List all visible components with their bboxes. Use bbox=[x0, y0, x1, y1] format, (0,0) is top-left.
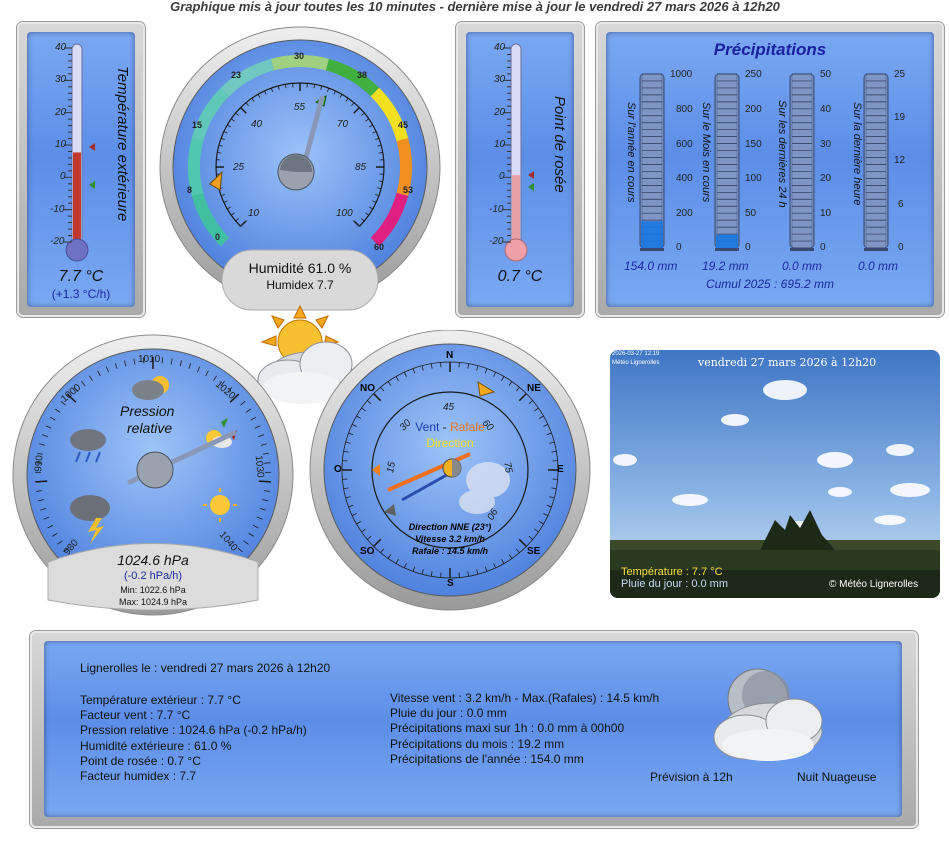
wind-cardinal-no: NO bbox=[360, 383, 375, 394]
press-scale-1010: 1010 bbox=[138, 354, 161, 365]
precip-24h-scale-40: 40 bbox=[820, 104, 832, 115]
precip-24h-value: 0.0 mm bbox=[782, 259, 823, 273]
pressure-trend: (-0.2 hPa/h) bbox=[123, 570, 183, 582]
hum-inner-40: 40 bbox=[251, 119, 263, 130]
press-scale-1020: 1020 bbox=[213, 379, 238, 402]
precip-1h-value: 0.0 mm bbox=[858, 259, 899, 273]
precip-year-scale-800: 800 bbox=[676, 104, 693, 115]
summary-left-item: Humidité extérieure : 61.0 % bbox=[80, 738, 232, 753]
wind-gust-value: Rafale : 14.5 km/h bbox=[411, 546, 489, 556]
pressure-labels bbox=[8, 330, 298, 620]
press-scale-990: 990 bbox=[33, 454, 46, 473]
precip-year-scale-400: 400 bbox=[676, 173, 693, 184]
hum-outer-8: 8 bbox=[187, 185, 193, 195]
dew-scale-40: 40 bbox=[494, 42, 506, 53]
webcam-timestamp-small: 2026-03-27 12:19 bbox=[612, 351, 660, 357]
press-scale-1030: 1030 bbox=[252, 454, 266, 479]
dewpoint-title: Point de rosée bbox=[551, 96, 568, 193]
webcam-temp-overlay: Température : 7.7 °C bbox=[621, 566, 723, 578]
precip-year-scale-200: 200 bbox=[676, 208, 693, 219]
dew-scale-minus10: -10 bbox=[489, 204, 504, 215]
wind-speed-45: 45 bbox=[443, 402, 455, 413]
summary-right-item: Précipitations du mois : 19.2 mm bbox=[390, 736, 565, 751]
wind-legend-sep: - bbox=[439, 420, 450, 434]
temp-scale-10: 10 bbox=[55, 139, 67, 150]
dewpoint-panel bbox=[456, 22, 584, 317]
wind-speed-60: 60 bbox=[479, 417, 496, 434]
precip-1h-scale-19: 19 bbox=[894, 112, 906, 123]
humidity-value: Humidité 61.0 % bbox=[248, 260, 352, 276]
precip-24h-scale-50: 50 bbox=[820, 69, 832, 80]
dew-scale-10: 10 bbox=[494, 139, 506, 150]
wind-legend bbox=[302, 417, 598, 434]
wind-cardinal-so: SO bbox=[360, 546, 375, 557]
dew-scale-20: 20 bbox=[494, 107, 506, 118]
precip-month-label: Sur le Mois en cours bbox=[700, 102, 712, 203]
hum-outer-30: 30 bbox=[294, 51, 305, 61]
summary-left-list bbox=[80, 693, 307, 784]
summary-left-item: Point de rosée : 0.7 °C bbox=[80, 753, 201, 768]
pressure-title-line1: Pression bbox=[120, 403, 175, 419]
press-scale-1040: 1040 bbox=[216, 529, 240, 554]
temp-scale-minus10: -10 bbox=[50, 204, 65, 215]
hum-outer-23: 23 bbox=[231, 70, 242, 80]
temperature-value: 7.7 °C bbox=[58, 268, 104, 285]
forecast-value: Nuit Nuageuse bbox=[797, 770, 877, 784]
summary-left-item: Facteur humidex : 7.7 bbox=[80, 769, 197, 784]
temp-scale-minus20: -20 bbox=[50, 236, 65, 247]
pressure-value: 1024.6 hPa bbox=[117, 552, 189, 568]
dew-scale-0: 0 bbox=[499, 171, 505, 182]
hum-outer-38: 38 bbox=[357, 70, 368, 80]
wind-labels bbox=[302, 330, 598, 626]
summary-right-item: Précipitations maxi sur 1h : 0.0 mm à 00h00 bbox=[390, 721, 625, 736]
press-scale-980: 980 bbox=[61, 537, 81, 558]
hum-outer-53: 53 bbox=[403, 185, 414, 195]
hum-outer-15: 15 bbox=[192, 120, 203, 130]
webcam-caption: vendredi 27 mars 2026 à 12h20 bbox=[698, 356, 877, 369]
cloudy-night-icon bbox=[702, 659, 832, 769]
press-scale-1000: 1000 bbox=[59, 382, 84, 405]
precip-cumul: Cumul 2025 : 695.2 mm bbox=[705, 277, 835, 291]
temp-scale-0: 0 bbox=[60, 171, 66, 182]
hum-inner-70: 70 bbox=[337, 119, 349, 130]
precip-1h-scale-25: 25 bbox=[894, 69, 906, 80]
summary-left-item: Facteur vent : 7.7 °C bbox=[80, 708, 191, 723]
precipitation-title: Précipitations bbox=[713, 40, 827, 59]
temp-scale-30: 30 bbox=[55, 74, 67, 85]
summary-right-item: Précipitations de l'année : 154.0 mm bbox=[390, 751, 584, 766]
temp-scale-20: 20 bbox=[55, 107, 67, 118]
wind-speed-15: 15 bbox=[385, 461, 398, 474]
hum-outer-60: 60 bbox=[374, 242, 385, 252]
wind-speed-value: Vitesse 3.2 km/h bbox=[415, 534, 485, 544]
webcam-image[interactable] bbox=[610, 350, 940, 598]
webcam-credit: © Météo Lignerolles bbox=[829, 579, 919, 590]
summary-right-list bbox=[390, 691, 659, 767]
humidex-value: Humidex 7.7 bbox=[266, 278, 334, 292]
wind-speed-90: 90 bbox=[484, 505, 500, 522]
forecast-label: Prévision à 12h bbox=[650, 770, 733, 784]
precip-24h-scale-30: 30 bbox=[820, 139, 832, 150]
humidity-labels bbox=[150, 22, 450, 322]
wind-cardinal-s: S bbox=[447, 578, 454, 589]
page-header: Graphique mis à jour toutes les 10 minutes - dernière mise à jour le vendredi 27 mars 2026 à 12h20 bbox=[170, 0, 780, 14]
wind-direction: Direction NNE (23°) bbox=[408, 522, 492, 532]
precip-month-scale-50: 50 bbox=[745, 208, 757, 219]
hum-inner-85: 85 bbox=[355, 162, 367, 173]
wind-cardinal-se: SE bbox=[527, 546, 541, 557]
precip-1h-scale-12: 12 bbox=[894, 155, 906, 166]
precip-month-scale-150: 150 bbox=[745, 139, 762, 150]
pressure-min: Min: 1022.6 hPa bbox=[120, 585, 186, 595]
precip-1h-scale-0: 0 bbox=[898, 242, 904, 253]
summary-left-item: Température extérieur : 7.7 °C bbox=[80, 693, 241, 707]
temperature-title: Température extérieure bbox=[114, 66, 131, 222]
wind-legend-direction: Direction bbox=[426, 436, 474, 450]
precip-24h-label: Sur les dernières 24 h bbox=[776, 100, 788, 208]
precip-month-scale-200: 200 bbox=[745, 104, 762, 115]
pressure-title-line2: relative bbox=[127, 420, 173, 436]
hum-outer-45: 45 bbox=[398, 120, 409, 130]
precip-1h-scale-6: 6 bbox=[898, 199, 904, 210]
dew-scale-30: 30 bbox=[494, 74, 506, 85]
wind-cardinal-e: E bbox=[557, 464, 564, 475]
pressure-max: Max: 1024.9 hPa bbox=[118, 597, 188, 607]
webcam-site-small: Météo Lignerolles bbox=[612, 360, 660, 366]
hum-outer-0: 0 bbox=[215, 232, 221, 242]
temperature-panel bbox=[17, 22, 145, 317]
hum-inner-25: 25 bbox=[233, 162, 245, 173]
summary-panel bbox=[30, 631, 918, 828]
precip-24h-scale-0: 0 bbox=[820, 242, 826, 253]
precip-month-scale-100: 100 bbox=[745, 173, 762, 184]
precip-24h-scale-20: 20 bbox=[820, 173, 832, 184]
temp-scale-40: 40 bbox=[55, 42, 67, 53]
precip-month-scale-0: 0 bbox=[745, 242, 751, 253]
precip-month-scale-250: 250 bbox=[745, 69, 762, 80]
dewpoint-value: 0.7 °C bbox=[497, 268, 543, 285]
precip-year-scale-600: 600 bbox=[676, 139, 693, 150]
precipitation-panel bbox=[596, 22, 944, 317]
precip-month-value: 19.2 mm bbox=[702, 259, 749, 273]
temperature-trend: (+1.3 °C/h) bbox=[51, 287, 111, 301]
wind-cardinal-ne: NE bbox=[527, 383, 541, 394]
wind-legend-rafale: Rafale bbox=[450, 420, 485, 434]
summary-title: Lignerolles le : vendredi 27 mars 2026 à 12h20 bbox=[80, 661, 331, 675]
hum-inner-100: 100 bbox=[336, 208, 353, 219]
summary-left-item: Pression relative : 1024.6 hPa (-0.2 hPa/h) bbox=[80, 723, 307, 738]
webcam-rain-overlay: Pluie du jour : 0.0 mm bbox=[621, 578, 728, 590]
hum-inner-55: 55 bbox=[294, 102, 306, 113]
dew-scale-minus20: -20 bbox=[489, 236, 504, 247]
summary-right-item: Vitesse vent : 3.2 km/h - Max.(Rafales) : 14.5 km/h bbox=[390, 691, 660, 705]
wind-cardinal-n: N bbox=[446, 350, 454, 361]
wind-speed-75: 75 bbox=[501, 461, 514, 474]
precip-1h-label: Sur la dernière heure bbox=[851, 102, 863, 206]
precip-year-label: Sur l'année en cours bbox=[625, 102, 637, 203]
precip-year-scale-1000: 1000 bbox=[670, 69, 693, 80]
precip-24h-scale-10: 10 bbox=[820, 208, 832, 219]
wind-legend-vent: Vent bbox=[415, 420, 440, 434]
hum-inner-10: 10 bbox=[248, 208, 260, 219]
precip-year-scale-0: 0 bbox=[676, 242, 682, 253]
wind-cardinal-o: O bbox=[334, 464, 342, 475]
wind-speed-30: 30 bbox=[397, 417, 414, 434]
precip-year-value: 154.0 mm bbox=[624, 259, 678, 273]
summary-right-item: Pluie du jour : 0.0 mm bbox=[390, 706, 507, 721]
